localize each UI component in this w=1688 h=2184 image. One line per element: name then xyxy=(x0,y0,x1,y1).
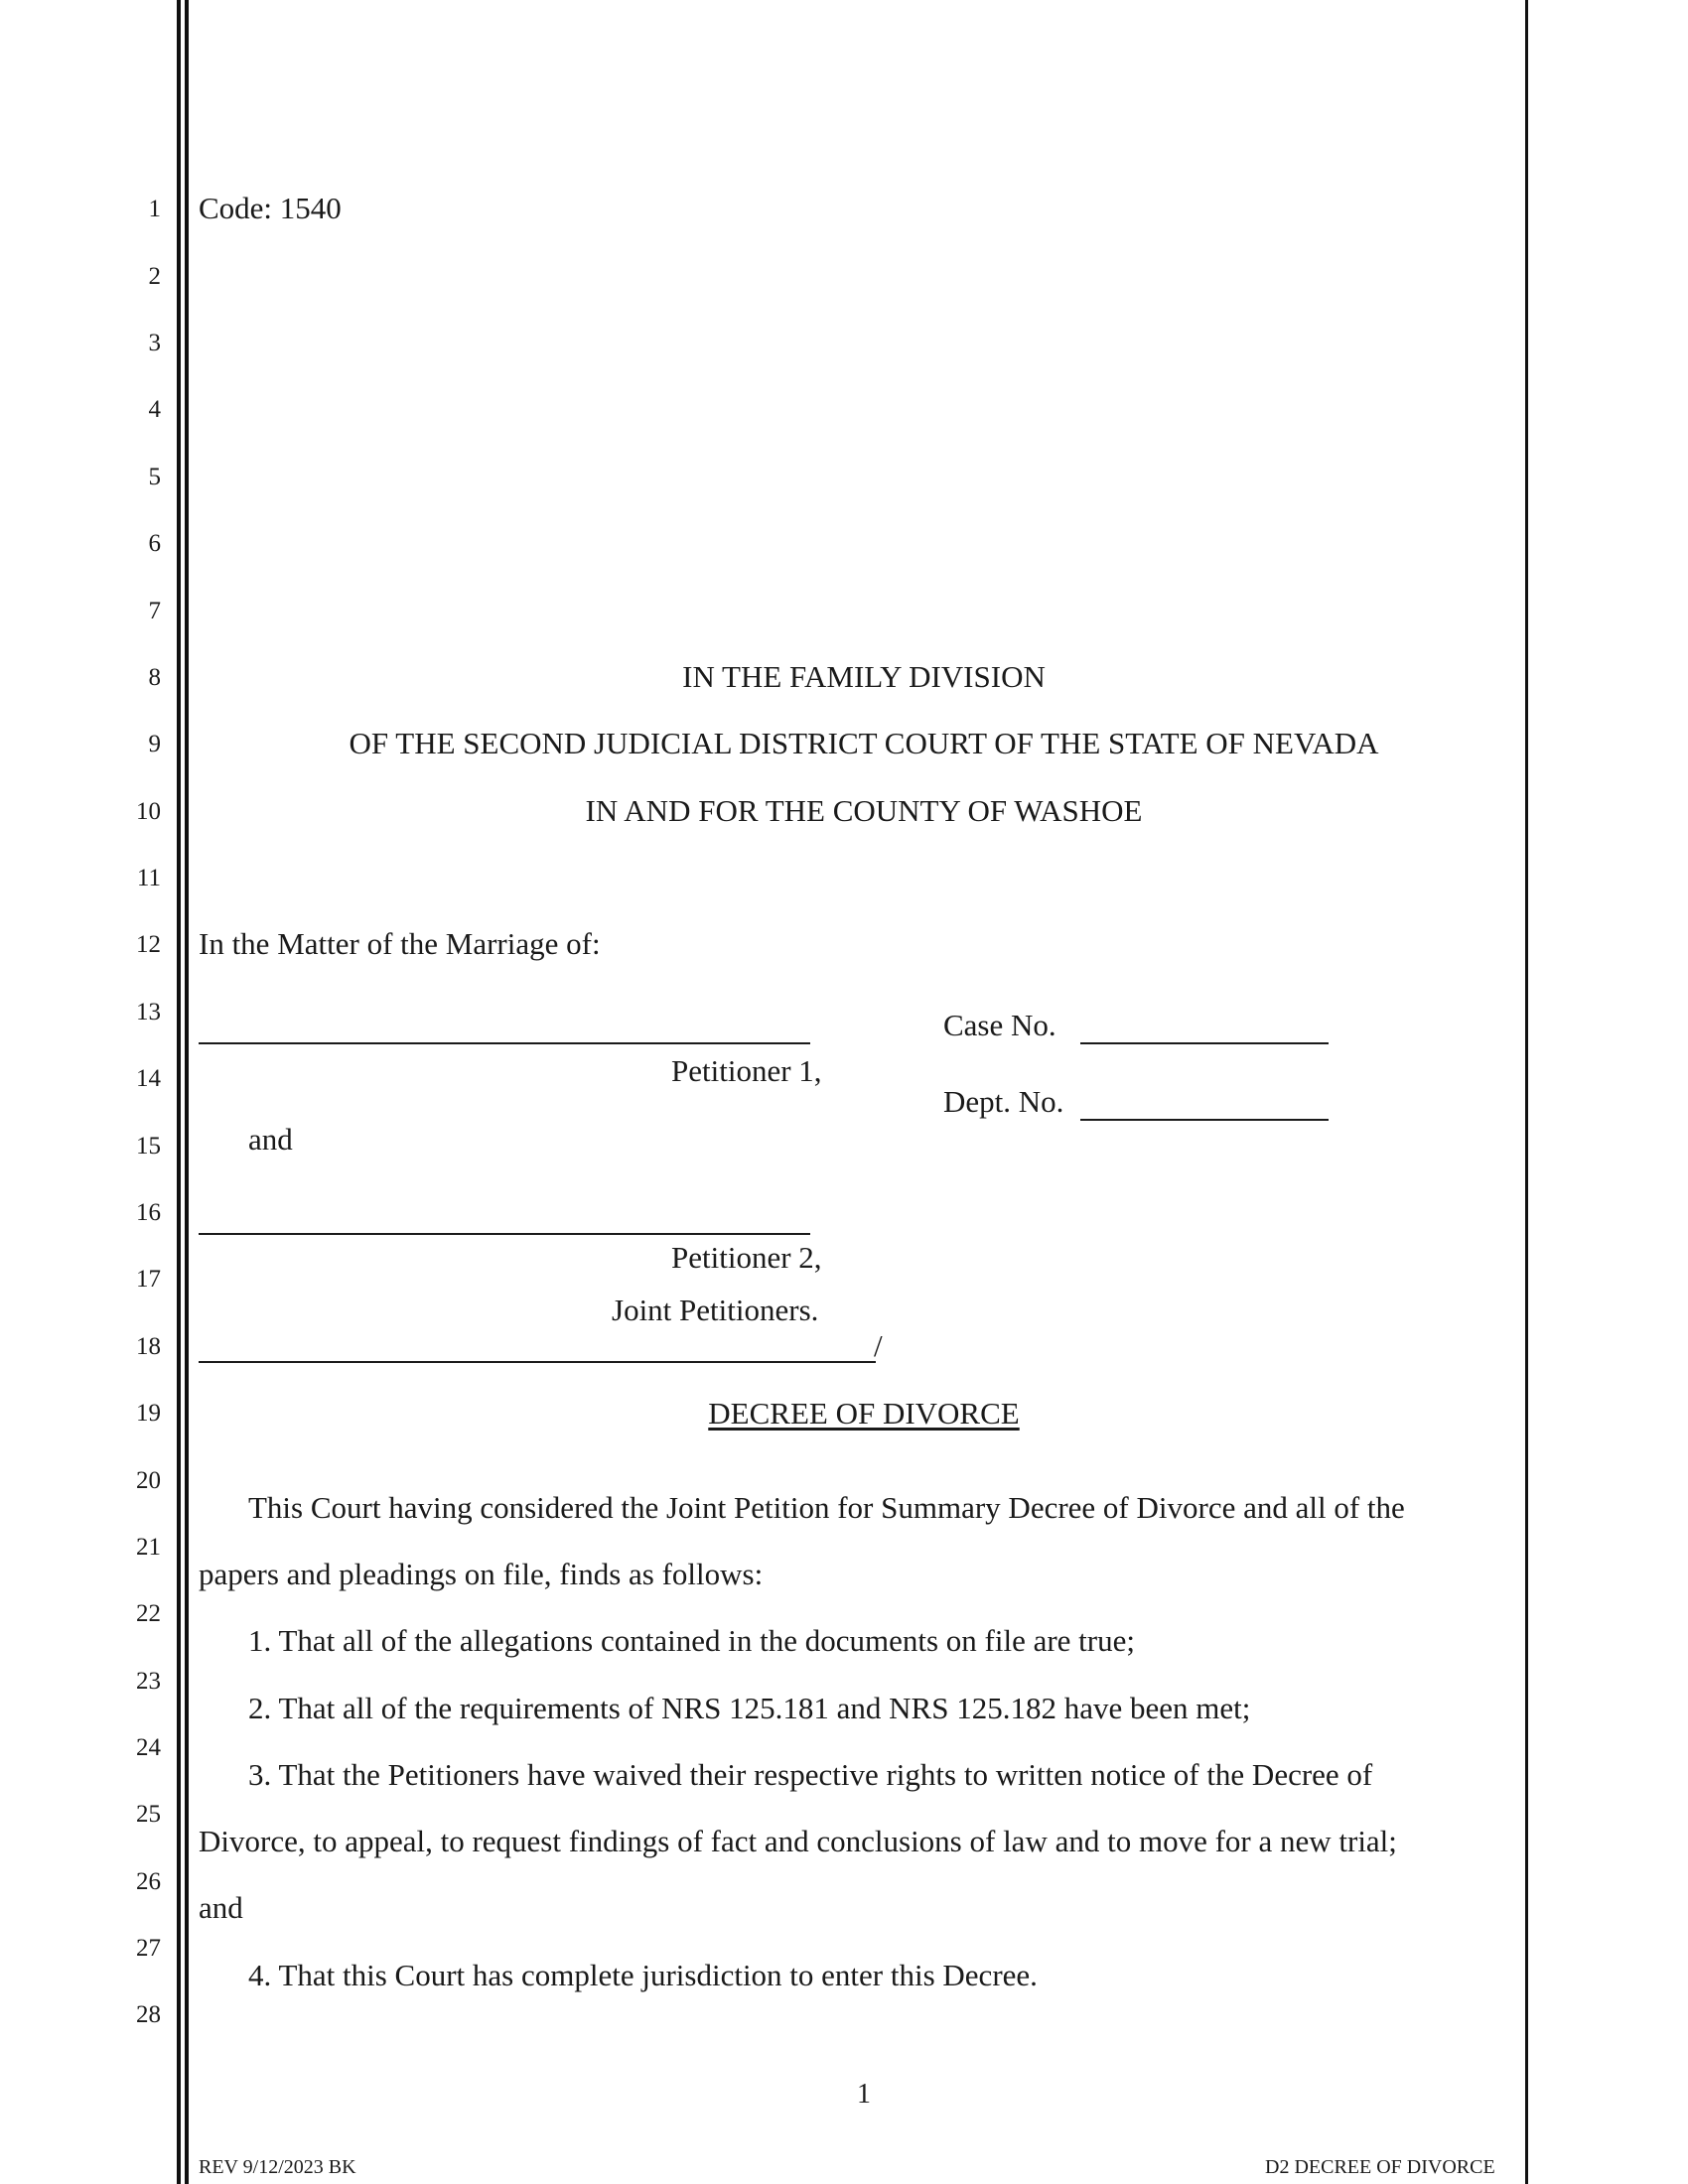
court-heading-line-3: IN AND FOR THE COUNTY OF WASHOE xyxy=(585,793,1143,828)
court-heading-line-1: IN THE FAMILY DIVISION xyxy=(682,659,1046,694)
line-number: 22 xyxy=(136,1600,161,1627)
revision-label: REV 9/12/2023 BK xyxy=(199,2156,356,2178)
caption-slash: / xyxy=(874,1328,883,1363)
document-title xyxy=(199,1394,1529,1433)
line-number: 27 xyxy=(136,1935,161,1962)
caption-closing-line xyxy=(199,1361,876,1363)
left-margin-rule-outer xyxy=(177,0,181,2184)
line-number: 4 xyxy=(148,396,161,423)
line-number: 11 xyxy=(136,865,161,891)
petitioner-1-label: Petitioner 1, xyxy=(671,1053,822,1088)
page-number: 1 xyxy=(857,2079,871,2110)
finding-4: 4. That this Court has complete jurisdiction to enter this Decree. xyxy=(248,1958,1038,1992)
finding-3-line-2: Divorce, to appeal, to request findings of fact and conclusions of law and to move for a new trial; xyxy=(199,1824,1397,1858)
line-number: 13 xyxy=(136,999,161,1025)
document-title-text: DECREE OF DIVORCE xyxy=(708,1396,1020,1431)
court-heading-line-2: OF THE SECOND JUDICIAL DISTRICT COURT OF THE STATE OF NEVADA xyxy=(349,726,1379,760)
petitioner-1-name-line[interactable] xyxy=(199,1042,810,1044)
line-number: 2 xyxy=(148,263,161,290)
line-number: 28 xyxy=(136,2001,161,2028)
finding-3-line-3: and xyxy=(199,1890,243,1925)
right-margin-rule xyxy=(1525,0,1528,2184)
line-number: 24 xyxy=(136,1734,161,1761)
line-number: 25 xyxy=(136,1801,161,1828)
line-number: 17 xyxy=(136,1266,161,1293)
joint-petitioners-label: Joint Petitioners. xyxy=(612,1293,819,1327)
petitioner-2-label: Petitioner 2, xyxy=(671,1240,822,1275)
finding-1: 1. That all of the allegations contained in the documents on file are true; xyxy=(248,1623,1135,1658)
matter-label: In the Matter of the Marriage of: xyxy=(199,926,601,961)
petitioner-2-name-line[interactable] xyxy=(199,1233,810,1235)
line-number: 23 xyxy=(136,1668,161,1695)
line-number: 19 xyxy=(136,1400,161,1427)
line-number: 5 xyxy=(148,464,161,490)
intro-paragraph-line-2: papers and pleadings on file, finds as follows: xyxy=(199,1557,764,1591)
case-number-label: Case No. xyxy=(943,1008,1056,1042)
left-margin-rule-inner xyxy=(185,0,189,2184)
finding-2: 2. That all of the requirements of NRS 125.181 and NRS 125.182 have been met; xyxy=(248,1691,1251,1725)
intro-paragraph-line-1: This Court having considered the Joint Petition for Summary Decree of Divorce and all of the xyxy=(248,1490,1405,1525)
line-number: 3 xyxy=(148,330,161,356)
finding-3-line-1: 3. That the Petitioners have waived their respective rights to written notice of the Decree of xyxy=(248,1757,1373,1792)
line-number: 9 xyxy=(148,731,161,757)
case-code: Code: 1540 xyxy=(199,191,342,225)
line-number: 21 xyxy=(136,1534,161,1561)
line-number: 14 xyxy=(136,1065,161,1092)
line-number: 18 xyxy=(136,1333,161,1360)
line-number: 12 xyxy=(136,931,161,958)
line-number: 1 xyxy=(148,196,161,222)
line-number: 26 xyxy=(136,1868,161,1895)
dept-number-field[interactable] xyxy=(1080,1119,1329,1121)
line-number: 7 xyxy=(148,598,161,624)
line-number: 6 xyxy=(148,530,161,557)
and-connector: and xyxy=(248,1122,293,1157)
line-number: 10 xyxy=(136,798,161,825)
case-number-field[interactable] xyxy=(1080,1042,1329,1044)
dept-number-label: Dept. No. xyxy=(943,1084,1064,1119)
line-number: 16 xyxy=(136,1199,161,1226)
form-name-label: D2 DECREE OF DIVORCE xyxy=(1265,2156,1495,2178)
line-number: 20 xyxy=(136,1467,161,1494)
line-number: 8 xyxy=(148,664,161,691)
line-number: 15 xyxy=(136,1133,161,1160)
